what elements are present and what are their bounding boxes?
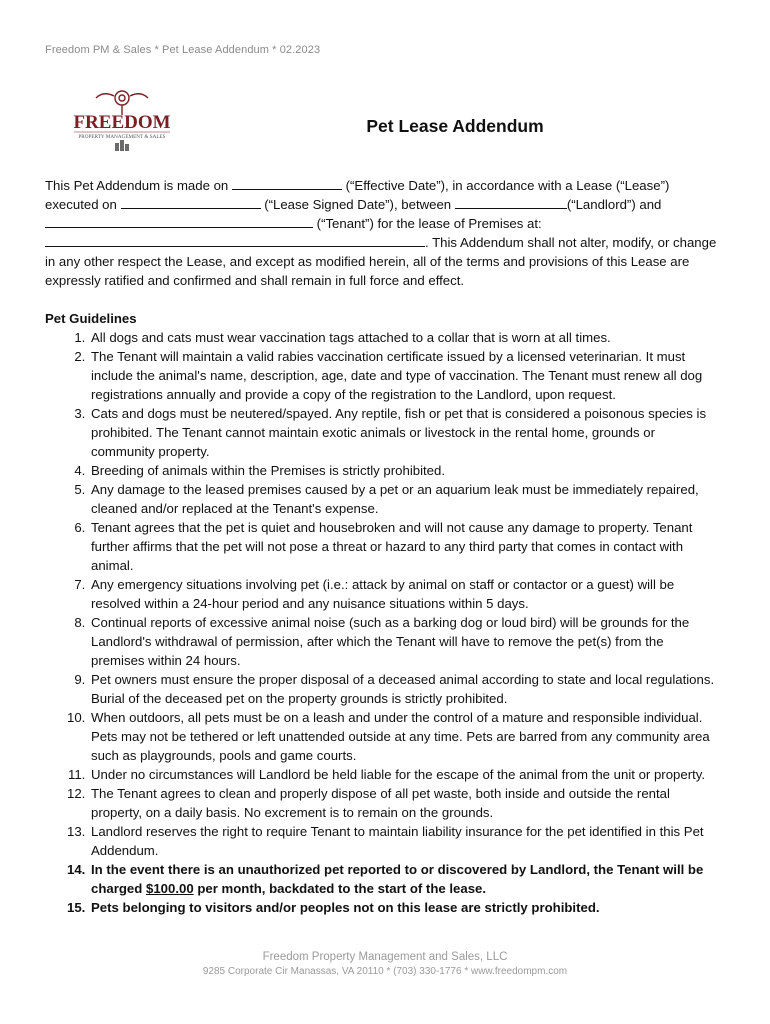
intro-text: (“Effective Date”), in accordance with a Lease (“Lease”): [345, 178, 670, 193]
guideline-item: 2. The Tenant will maintain a valid rabies vaccination certificate issued by a licensed veterinarian. It must include the animal's name, description, age, date and type of vaccination. The Tenant must renew all dog registrations annually and provide a copy of the registration to the Landlord, upon request.: [89, 347, 720, 404]
guideline-item: 1. All dogs and cats must wear vaccination tags attached to a collar that is worn at all times.: [89, 328, 720, 347]
guideline-item: 3. Cats and dogs must be neutered/spayed. Any reptile, fish or pet that is considered a poisonous species is prohibited. The Tenant cannot maintain exotic animals or livestock in the rental home, grounds or community property.: [89, 404, 720, 461]
footer-company: Freedom Property Management and Sales, LLC: [262, 951, 508, 963]
logo-tagline: PROPERTY MANAGEMENT & SALES: [78, 134, 166, 140]
intro-text: executed on: [45, 197, 117, 212]
premises-address-field[interactable]: [45, 233, 425, 247]
guideline-item: 8. Continual reports of excessive animal noise (such as a barking dog or loud bird) will be grounds for the Landlord's withdrawal of permission, after which the Tenant will have to remove the pet(s) from the premises within 24 hours.: [89, 613, 720, 670]
intro-text: . This Addendum shall not alter, modify, or: [425, 235, 670, 250]
landlord-name-field[interactable]: [455, 195, 567, 209]
intro-text: (“Tenant”) for the lease of Premises at:: [316, 216, 542, 231]
guideline-item: 11. Under no circumstances will Landlord be held liable for the escape of the animal from the unit or property.: [89, 765, 720, 784]
guideline-item: 4. Breeding of animals within the Premises is strictly prohibited.: [89, 461, 720, 480]
page-header: Freedom PM & Sales * Pet Lease Addendum * 02.2023: [45, 44, 321, 56]
lease-signed-date-field[interactable]: [121, 195, 261, 209]
effective-date-field[interactable]: [232, 176, 342, 190]
pet-guidelines-heading: Pet Guidelines: [45, 311, 137, 326]
page-footer: [0, 950, 770, 979]
guideline-item: 12. The Tenant agrees to clean and properly dispose of all pet waste, both inside and outside the rental property, on a daily basis. No excrement is to remain on the grounds.: [89, 784, 720, 822]
tenant-name-field[interactable]: [45, 214, 313, 228]
intro-text: (“Lease Signed Date”), between: [264, 197, 452, 212]
intro-text: change in any other respect the Lease, and except as modified herein, all of the terms and provisions of this Lease are expressly ratified and confirmed and shall remain in full force and effect.: [45, 235, 717, 288]
document-title: Pet Lease Addendum: [366, 116, 544, 136]
guideline-item: 6. Tenant agrees that the pet is quiet and housebroken and will not cause any damage to property. Tenant further affirms that the pet will not pose a threat or hazard to any third party that comes in contact with animal.: [89, 518, 720, 575]
intro-paragraph: [45, 176, 720, 290]
guideline-item-visitors: 15. Pets belonging to visitors and/or peoples not on this lease are strictly prohibited.: [89, 898, 720, 917]
footer-address: 9285 Corporate Cir Manassas, VA 20110 * (703) 330-1776 * www.freedompm.com: [202, 966, 568, 977]
guideline-item: 7. Any emergency situations involving pet (i.e.: attack by animal on staff or contactor or a guest) will be resolved within a 24-hour period and any nuisance situations within 5 days.: [89, 575, 720, 613]
intro-text: This Pet Addendum is made on: [45, 178, 229, 193]
logo-name: FREEDOM: [73, 112, 171, 133]
intro-text: (“Landlord”) and: [566, 197, 662, 212]
penalty-amount: $100.00: [145, 881, 194, 896]
guideline-item: 13. Landlord reserves the right to require Tenant to maintain liability insurance for the pet identified in this Pet Addendum.: [89, 822, 720, 860]
guideline-item: 9. Pet owners must ensure the proper disposal of a deceased animal according to state and local regulations. Burial of the deceased pet on the property grounds is strictly prohibited.: [89, 670, 720, 708]
guideline-item-unauthorized-pet: 14. In the event there is an unauthorized pet reported to or discovered by Landlord, the Tenant will be charged $100.00 per month, backdated to the start of the lease.: [89, 860, 720, 898]
document-body: [45, 176, 720, 917]
pet-guidelines-list: [45, 328, 720, 917]
guideline-item: 10. When outdoors, all pets must be on a leash and under the control of a mature and responsible individual. Pets may not be tethered or left unattended outside at any time. Pets are barred from any community area such as playgrounds, pools and game courts.: [89, 708, 720, 765]
guideline-item: 5. Any damage to the leased premises caused by a pet or an aquarium leak must be immediately repaired, cleaned and/or replaced at the Tenant's expense.: [89, 480, 720, 518]
